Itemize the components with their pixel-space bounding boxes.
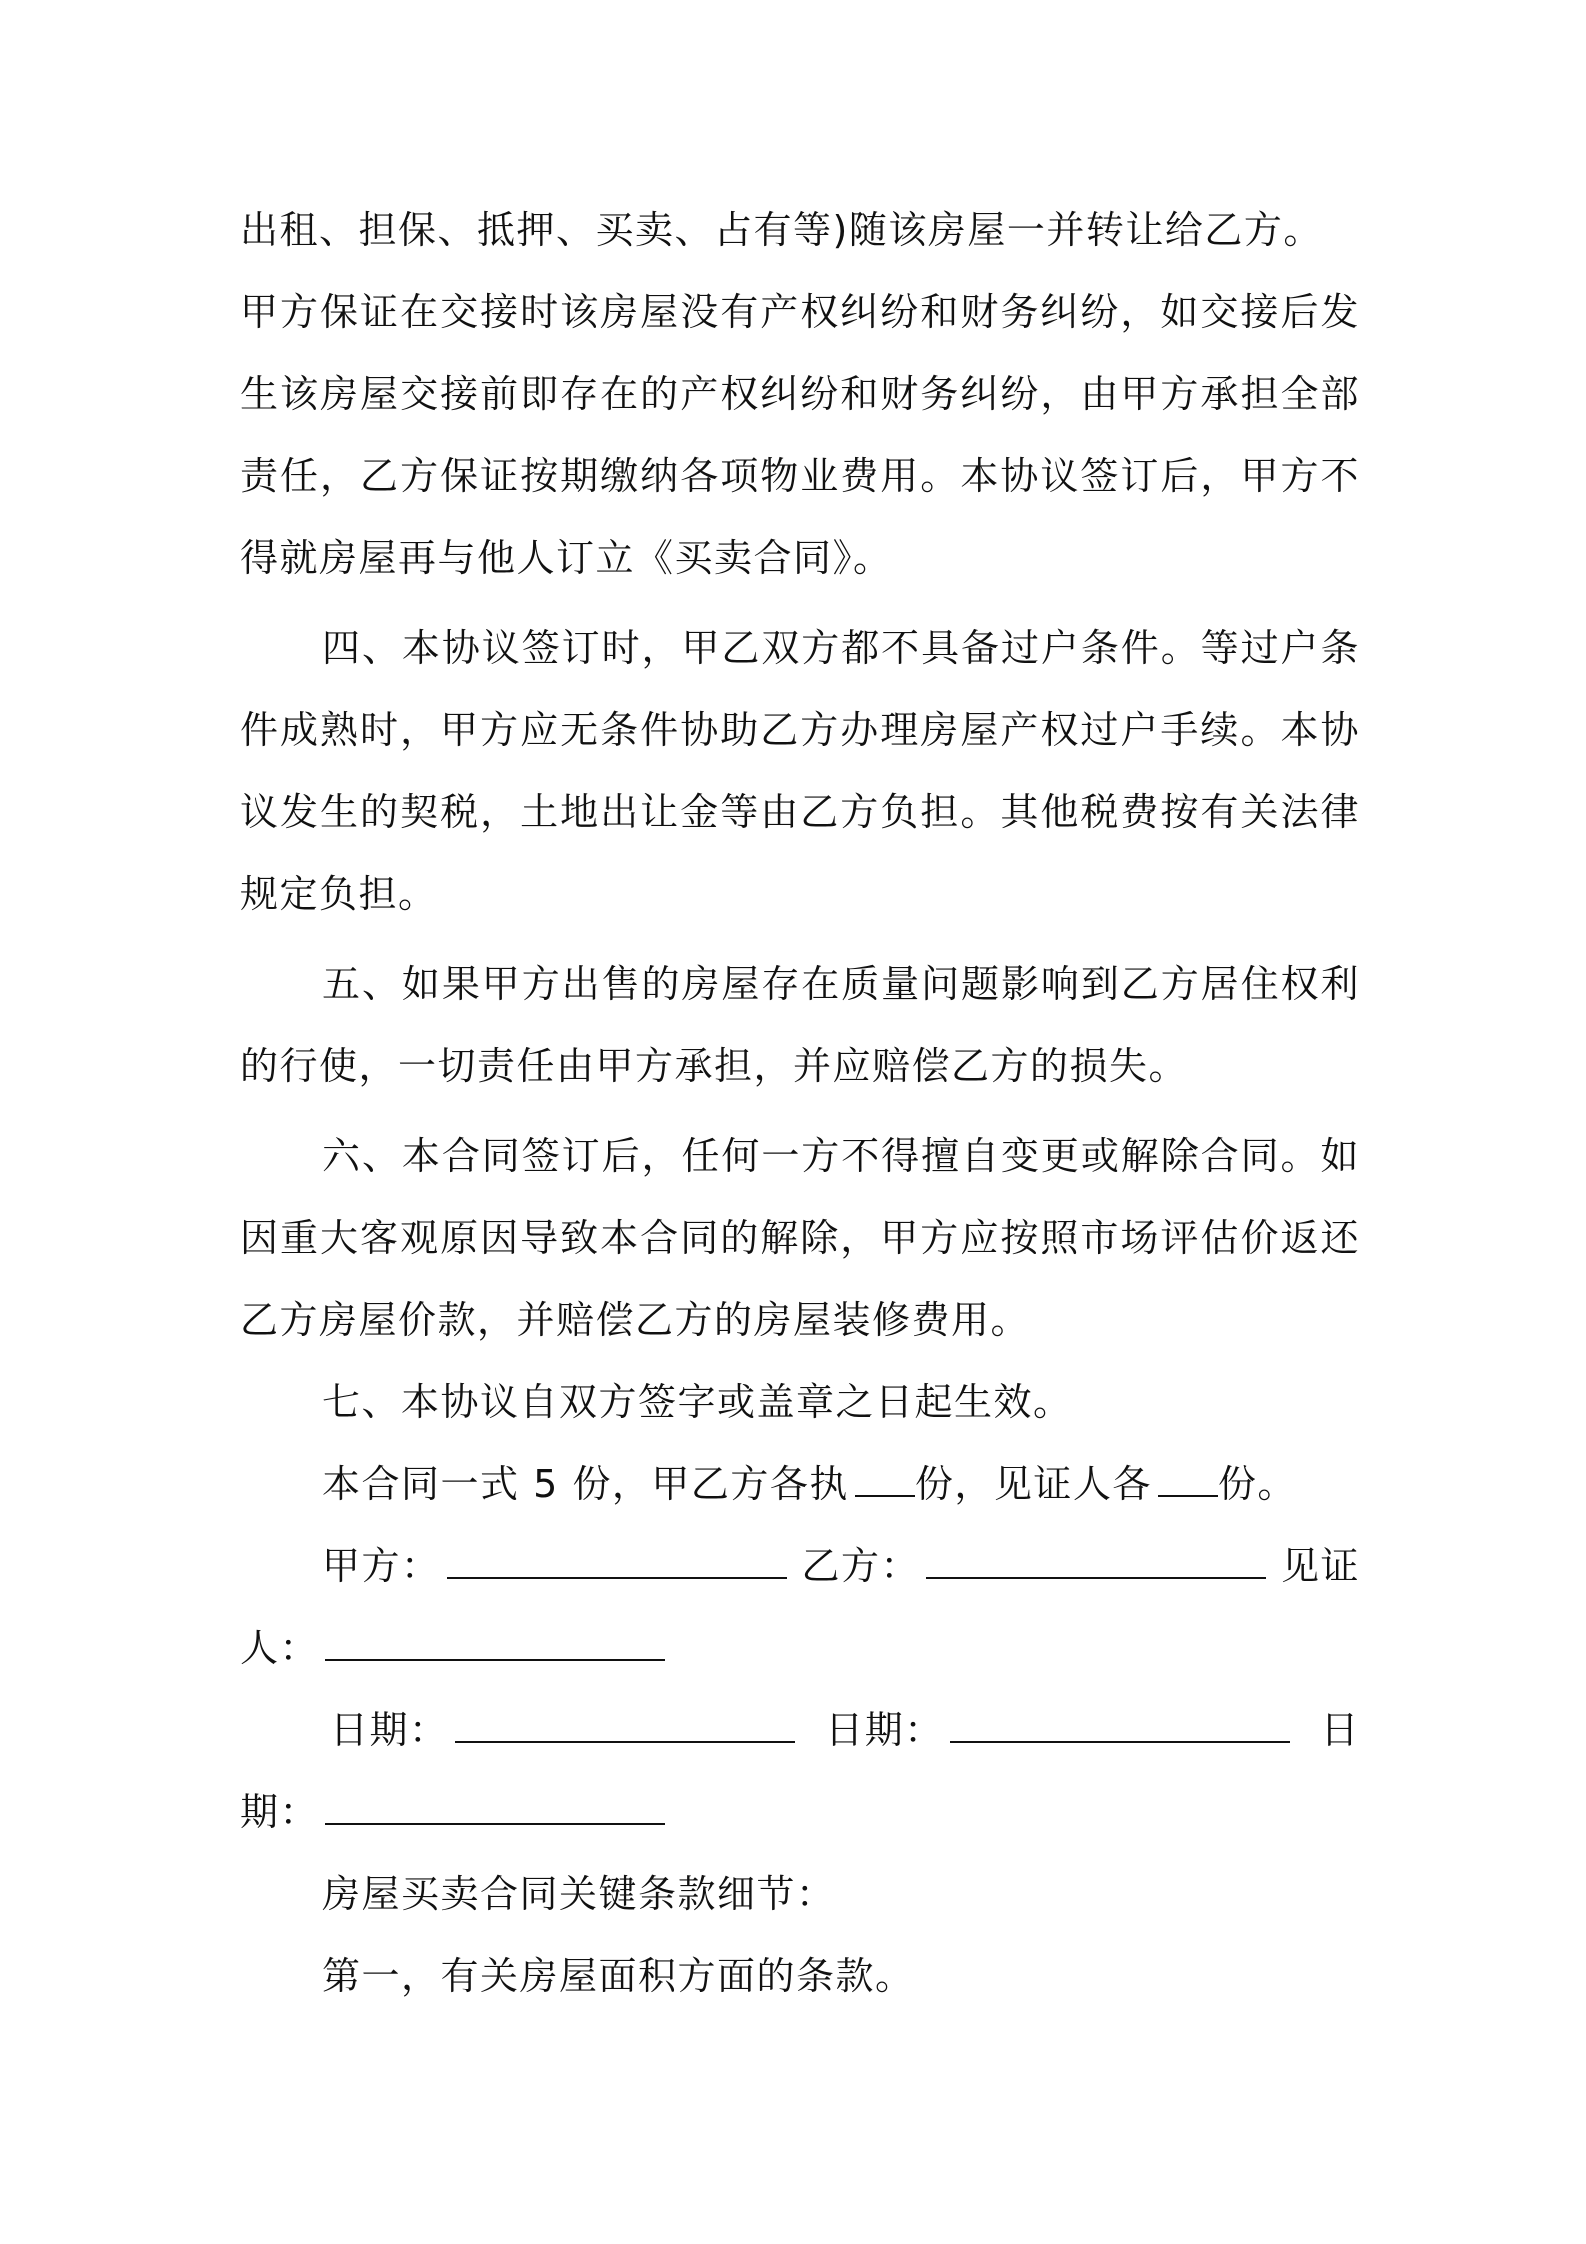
paragraph-line: 规定负担。 bbox=[240, 872, 438, 916]
copies-suffix: 份。 bbox=[1217, 1462, 1297, 1506]
copies-prefix: 本合同一式 5 份，甲乙方各执 bbox=[322, 1462, 849, 1506]
date-row bbox=[330, 1702, 1360, 1758]
paragraph-line: 生该房屋交接前即存在的产权纠纷和财务纠纷，由甲方承担全部 bbox=[240, 372, 1360, 416]
paragraph-line: 得就房屋再与他人订立《买卖合同》。 bbox=[240, 536, 893, 580]
party-b-label: 乙方： bbox=[801, 1544, 920, 1588]
clause-four-line: 四、本协议签订时，甲乙双方都不具备过户条件。等过户条 bbox=[322, 626, 1360, 670]
paragraph-line: 乙方房屋价款，并赔偿乙方的房屋装修费用。 bbox=[240, 1298, 1031, 1342]
copies-witness-blank bbox=[1158, 1457, 1218, 1497]
paragraph-line: 的行使，一切责任由甲方承担，并应赔偿乙方的损失。 bbox=[240, 1044, 1189, 1088]
date-c-label-start: 日 bbox=[1320, 1708, 1360, 1752]
date-b-label: 日期： bbox=[825, 1708, 944, 1752]
date-c-row bbox=[240, 1784, 1360, 1840]
copies-party-blank bbox=[855, 1457, 915, 1497]
first-term-line: 第一，有关房屋面积方面的条款。 bbox=[322, 1954, 915, 1998]
date-b bbox=[825, 1702, 1290, 1758]
date-c-blank bbox=[325, 1785, 665, 1825]
witness-row bbox=[240, 1620, 1360, 1676]
party-a-blank bbox=[447, 1539, 787, 1579]
paragraph-line: 因重大客观原因导致本合同的解除，甲方应按照市场评估价返还 bbox=[240, 1216, 1360, 1260]
party-a-signature bbox=[322, 1538, 787, 1594]
copies-line bbox=[322, 1456, 1360, 1512]
paragraph-line: 件成熟时，甲方应无条件协助乙方办理房屋产权过户手续。本协 bbox=[240, 708, 1360, 752]
date-a-label: 日期： bbox=[330, 1708, 449, 1752]
clause-five-line: 五、如果甲方出售的房屋存在质量问题影响到乙方居住权利 bbox=[322, 962, 1360, 1006]
paragraph-line: 议发生的契税，土地出让金等由乙方负担。其他税费按有关法律 bbox=[240, 790, 1360, 834]
copies-middle: 份，见证人各 bbox=[914, 1462, 1152, 1506]
date-a-blank bbox=[455, 1703, 795, 1743]
paragraph-line: 出租、担保、抵押、买卖、占有等)随该房屋一并转让给乙方。 bbox=[240, 208, 1323, 252]
party-b-signature bbox=[801, 1538, 1266, 1594]
signature-row bbox=[322, 1538, 1360, 1594]
witness-label-start: 见证 bbox=[1280, 1544, 1360, 1588]
paragraph-line: 责任，乙方保证按期缴纳各项物业费用。本协议签订后，甲方不 bbox=[240, 454, 1360, 498]
date-c-label-end: 期： bbox=[240, 1790, 320, 1834]
party-b-blank bbox=[926, 1539, 1266, 1579]
clause-seven-line: 七、本协议自双方签字或盖章之日起生效。 bbox=[322, 1380, 1073, 1424]
party-a-label: 甲方： bbox=[322, 1544, 441, 1588]
witness-label-end: 人： bbox=[240, 1626, 320, 1670]
date-a bbox=[330, 1702, 795, 1758]
witness-blank bbox=[325, 1621, 665, 1661]
date-b-blank bbox=[950, 1703, 1290, 1743]
key-terms-title: 房屋买卖合同关键条款细节： bbox=[322, 1872, 836, 1916]
clause-six-line: 六、本合同签订后，任何一方不得擅自变更或解除合同。如 bbox=[322, 1134, 1360, 1178]
paragraph-line: 甲方保证在交接时该房屋没有产权纠纷和财务纠纷，如交接后发 bbox=[240, 290, 1360, 334]
